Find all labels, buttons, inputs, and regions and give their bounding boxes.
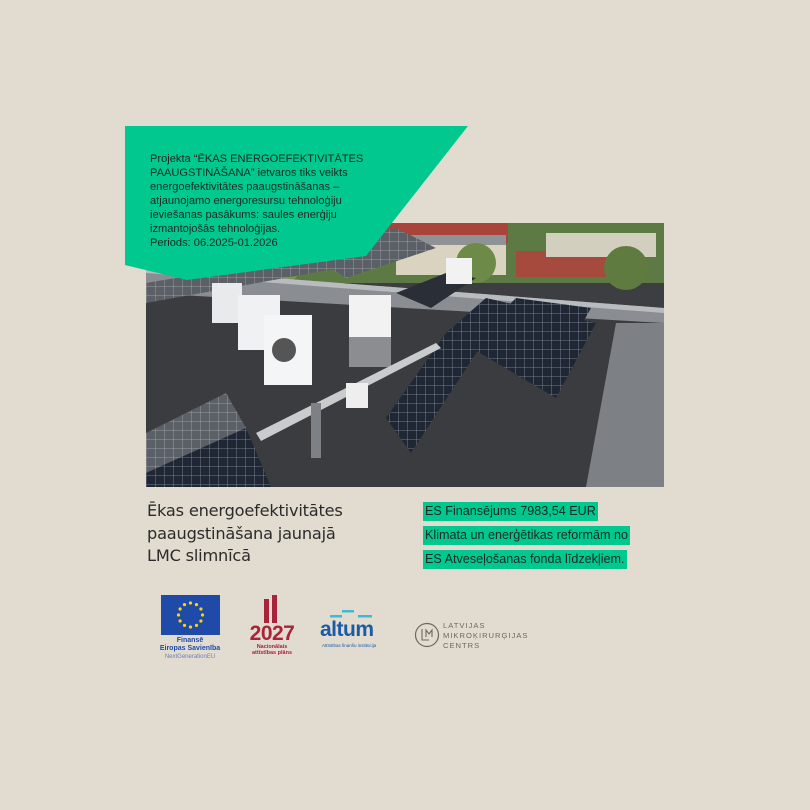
eu-caption-sub: NextGenerationEU xyxy=(164,654,216,660)
altum-wordmark: altum xyxy=(320,618,374,641)
project-line: energoefektivitātes paaugstināšanas – xyxy=(150,181,340,193)
lmc-name xyxy=(443,621,528,651)
project-description xyxy=(150,152,410,250)
lmc-name-line: CENTRS xyxy=(443,641,481,650)
project-period: Periods: 06.2025-01.2026 xyxy=(150,237,278,249)
project-line: atjaunojamo energoresursu tehnoloģiju xyxy=(150,195,342,207)
lmc-name-line: LATVIJAS xyxy=(443,621,486,630)
nap-2027-logo xyxy=(244,595,300,657)
project-line: ieviešanas pasākums: saules enerģiju xyxy=(150,209,337,221)
eu-caption-line: Finansē xyxy=(176,637,204,644)
title-line: Ēkas energoefektivitātes xyxy=(147,501,343,520)
funding-line: ES Atveseļošanas fonda līdzekļiem. xyxy=(423,550,627,569)
lmc-name-line: MIKROĶIRURĢIJAS xyxy=(443,631,529,640)
funding-line: Klimata un enerģētikas reformām no xyxy=(423,526,630,545)
project-line: izmantojošās tehnoloģijas. xyxy=(150,223,281,235)
nap-caption xyxy=(244,644,300,656)
funding-info xyxy=(423,501,630,573)
project-info-panel xyxy=(125,126,468,282)
altum-tagline: Attīstības finanšu institūcija xyxy=(322,643,377,648)
nap-caption-line: attīstības plāns xyxy=(251,650,293,656)
eu-flag-icon xyxy=(161,595,220,635)
eu-caption-line: Eiropas Savienība xyxy=(159,645,221,652)
title-line: paaugstināšana jaunajā xyxy=(147,523,336,543)
nap-year: 2027 xyxy=(249,622,295,645)
eu-logo-caption xyxy=(150,637,230,661)
project-line: PAAUGSTINĀŠANA” ietvaros tiks veikts xyxy=(150,167,348,179)
lmc-monogram-icon xyxy=(414,622,440,648)
nap-caption-line: Nacionālais xyxy=(256,644,288,650)
page-title xyxy=(147,500,417,568)
title-line: LMC slimnīcā xyxy=(147,546,251,565)
altum-logo xyxy=(320,612,386,652)
funding-amount: ES Finansējums 7983,54 EUR xyxy=(423,502,598,521)
project-line: Projekta “ĒKAS ENERGOEFEKTIVITĀTES xyxy=(150,153,364,165)
lmc-logo xyxy=(414,620,534,650)
